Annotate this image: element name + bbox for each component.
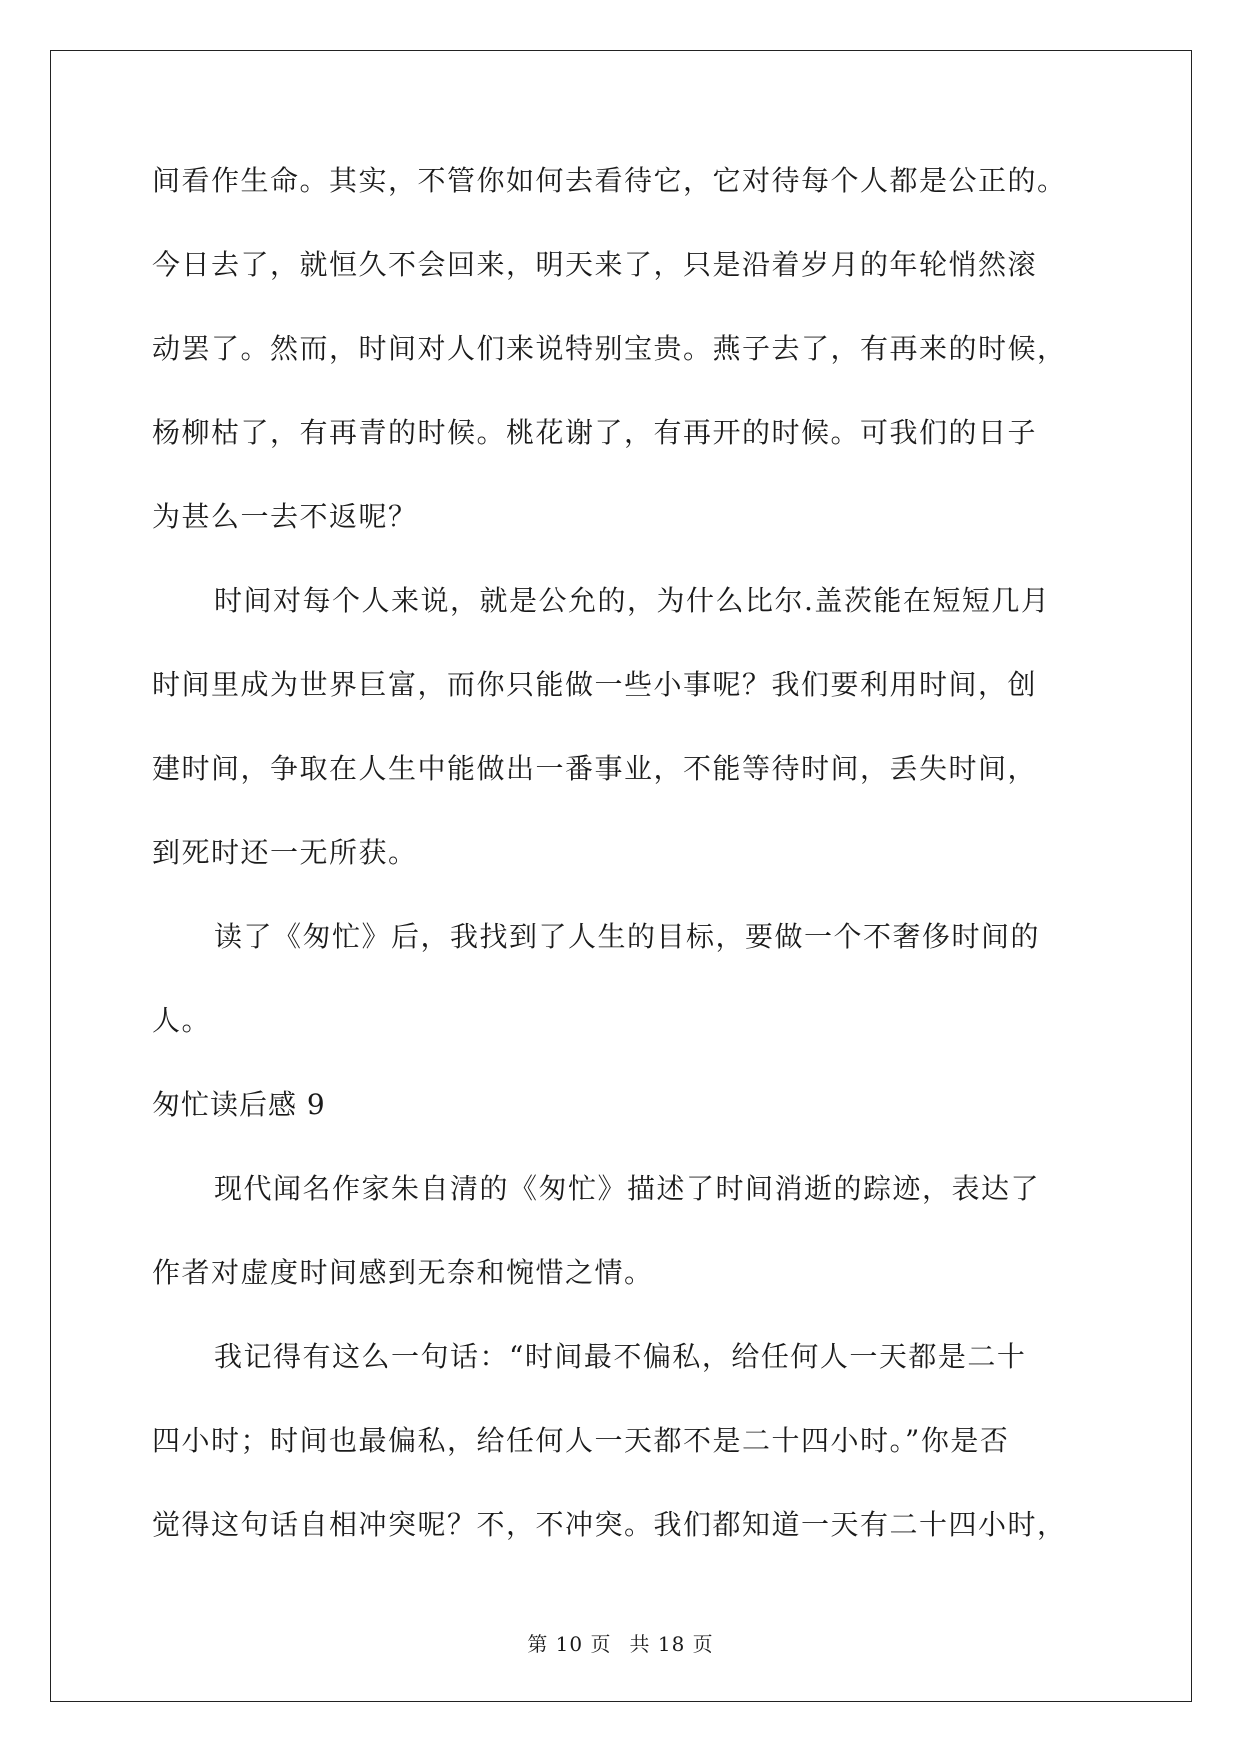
page-footer (0, 1628, 1241, 1657)
page-number: 第 10 页 (527, 1632, 612, 1656)
text-line: 建时间，争取在人生中能做出一番事业，不能等待时间，丢失时间， (152, 752, 1038, 785)
section-heading: 匆忙读后感 9 (152, 1088, 326, 1121)
text-line: 人。 (152, 1004, 212, 1037)
page-total: 共 18 页 (629, 1632, 714, 1656)
text-line: 动罢了。然而，时间对人们来说特别宝贵。燕子去了，有再来的时候， (152, 332, 1067, 365)
text-line: 为甚么一去不返呢？ (152, 500, 418, 533)
text-line: 四小时；时间也最偏私，给任何人一天都不是二十四小时。”你是否 (152, 1424, 1010, 1457)
text-line: 觉得这句话自相冲突呢？不，不冲突。我们都知道一天有二十四小时， (152, 1508, 1067, 1541)
text-line: 今日去了，就恒久不会回来，明天来了，只是沿着岁月的年轮悄然滚 (152, 248, 1038, 281)
paragraph-first-line: 我记得有这么一句话：“时间最不偏私，给任何人一天都是二十 (214, 1340, 1027, 1373)
paragraph-first-line: 时间对每个人来说，就是公允的，为什么比尔.盖茨能在短短几月 (214, 584, 1051, 617)
text-line: 杨柳枯了，有再青的时候。桃花谢了，有再开的时候。可我们的日子 (152, 416, 1038, 449)
text-line: 到死时还一无所获。 (152, 836, 418, 869)
document-body (152, 158, 1092, 1586)
text-line: 作者对虚度时间感到无奈和惋惜之情。 (152, 1256, 654, 1289)
paragraph-first-line: 现代闻名作家朱自清的《匆忙》描述了时间消逝的踪迹，表达了 (214, 1172, 1041, 1205)
text-line: 间看作生命。其实，不管你如何去看待它，它对待每个人都是公正的。 (152, 164, 1067, 197)
paragraph-first-line: 读了《匆忙》后，我找到了人生的目标，要做一个不奢侈时间的 (214, 920, 1041, 953)
text-line: 时间里成为世界巨富，而你只能做一些小事呢？我们要利用时间，创 (152, 668, 1038, 701)
